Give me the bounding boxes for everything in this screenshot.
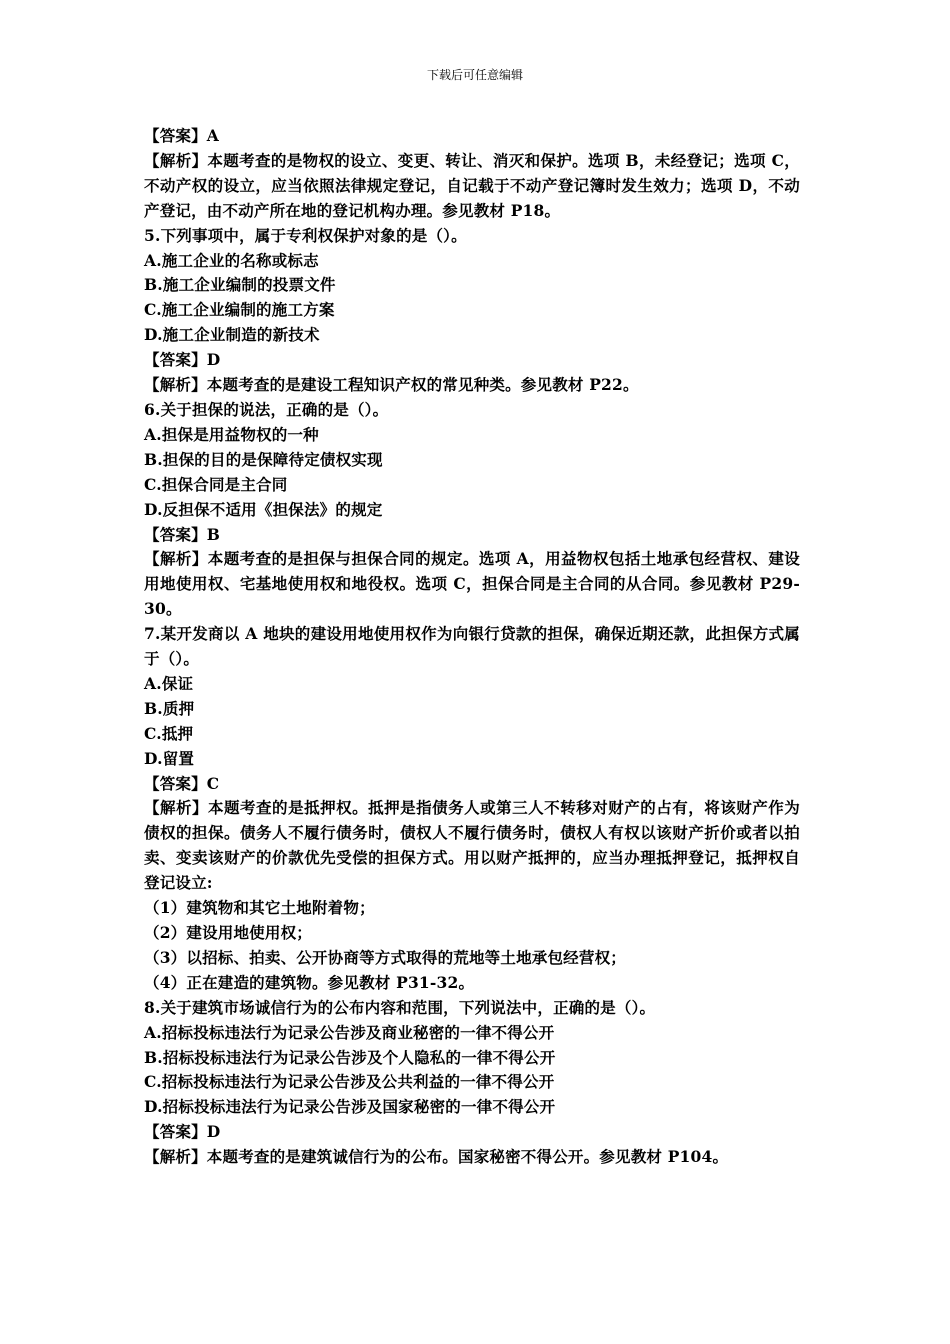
- question-8: 8.关于建筑市场诚信行为的公布内容和范围，下列说法中，正确的是（）。: [144, 997, 656, 1017]
- answer-line: 【答案】A: [144, 126, 220, 145]
- option-d: D.招标投标违法行为记录公告涉及国家秘密的一律不得公开: [144, 1097, 556, 1117]
- option-a: A.保证: [144, 673, 194, 693]
- option-c: C.招标投标违法行为记录公告涉及公共利益的一律不得公开: [144, 1072, 555, 1092]
- answer-line: 【答案】C: [144, 773, 220, 793]
- explanation-paragraph: 【解析】本题考查的是物权的设立、变更、转让、消灭和保护。选项 B，未经登记；选项 C，不动产权的设立，应当依照法律规定登记，自记载于不动产登记簿时发生效力；选项 D，不动产登记，由不动产所在地的登记机构办理。参见教材 P18。: [144, 150, 800, 220]
- explanation-paragraph: 【解析】本题考查的是建筑诚信行为的公布。国家秘密不得公开。参见教材 P104。: [144, 1147, 729, 1167]
- page-header: 下载后可任意编辑: [426, 68, 523, 82]
- explanation-paragraph: 【解析】本题考查的是担保与担保合同的规定。选项 A，用益物权包括土地承包经营权、建设用地使用权、宅基地使用权和地役权。选项 C，担保合同是主合同的从合同。参见教材 P29-30。: [144, 549, 800, 619]
- option-c: C.担保合同是主合同: [144, 474, 288, 494]
- option-d: D.留置: [144, 748, 195, 768]
- question-7: 7.某开发商以 A 地块的建设用地使用权作为向银行贷款的担保，确保近期还款，此担保方式属于（）。: [144, 624, 800, 669]
- explanation-paragraph: 【解析】本题考查的是建设工程知识产权的常见种类。参见教材 P22。: [144, 375, 639, 395]
- option-b: B.担保的目的是保障待定债权实现: [144, 449, 383, 469]
- answer-line: 【答案】D: [144, 350, 221, 370]
- list-item: （3）以招标、拍卖、公开协商等方式取得的荒地等土地承包经营权；: [144, 947, 626, 967]
- list-item: （4）正在建造的建筑物。参见教材 P31-32。: [144, 972, 475, 992]
- option-b: B.招标投标违法行为记录公告涉及个人隐私的一律不得公开: [144, 1047, 556, 1067]
- option-c: C.施工企业编制的施工方案: [144, 300, 335, 320]
- option-b: B.质押: [144, 698, 195, 718]
- option-a: A.施工企业的名称或标志: [144, 250, 319, 270]
- answer-line: 【答案】B: [144, 524, 221, 544]
- option-b: B.施工企业编制的投票文件: [144, 275, 336, 295]
- answer-line: 【答案】D: [144, 1122, 221, 1142]
- question-5: 5.下列事项中，属于专利权保护对象的是（）。: [144, 225, 467, 245]
- list-item: （1）建筑物和其它土地附着物；: [144, 898, 375, 918]
- option-a: A.担保是用益物权的一种: [144, 424, 319, 444]
- option-d: D.施工企业制造的新技术: [144, 325, 320, 345]
- option-a: A.招标投标违法行为记录公告涉及商业秘密的一律不得公开: [144, 1022, 555, 1042]
- list-item: （2）建设用地使用权；: [144, 923, 312, 942]
- question-6: 6.关于担保的说法，正确的是（）。: [144, 399, 389, 419]
- explanation-paragraph: 【解析】本题考查的是抵押权。抵押是指债务人或第三人不转移对财产的占有，将该财产作为债权的担保。债务人不履行债务时，债权人不履行债务时，债权人有权以该财产折价或者以拍卖、变卖该财产的价款优先受偿的担保方式。用以财产抵押的，应当办理抵押登记，抵押权自登记设立:: [144, 798, 800, 893]
- option-d: D.反担保不适用《担保法》的规定: [144, 499, 383, 519]
- document-body: [144, 124, 800, 1170]
- option-c: C.抵押: [144, 723, 194, 743]
